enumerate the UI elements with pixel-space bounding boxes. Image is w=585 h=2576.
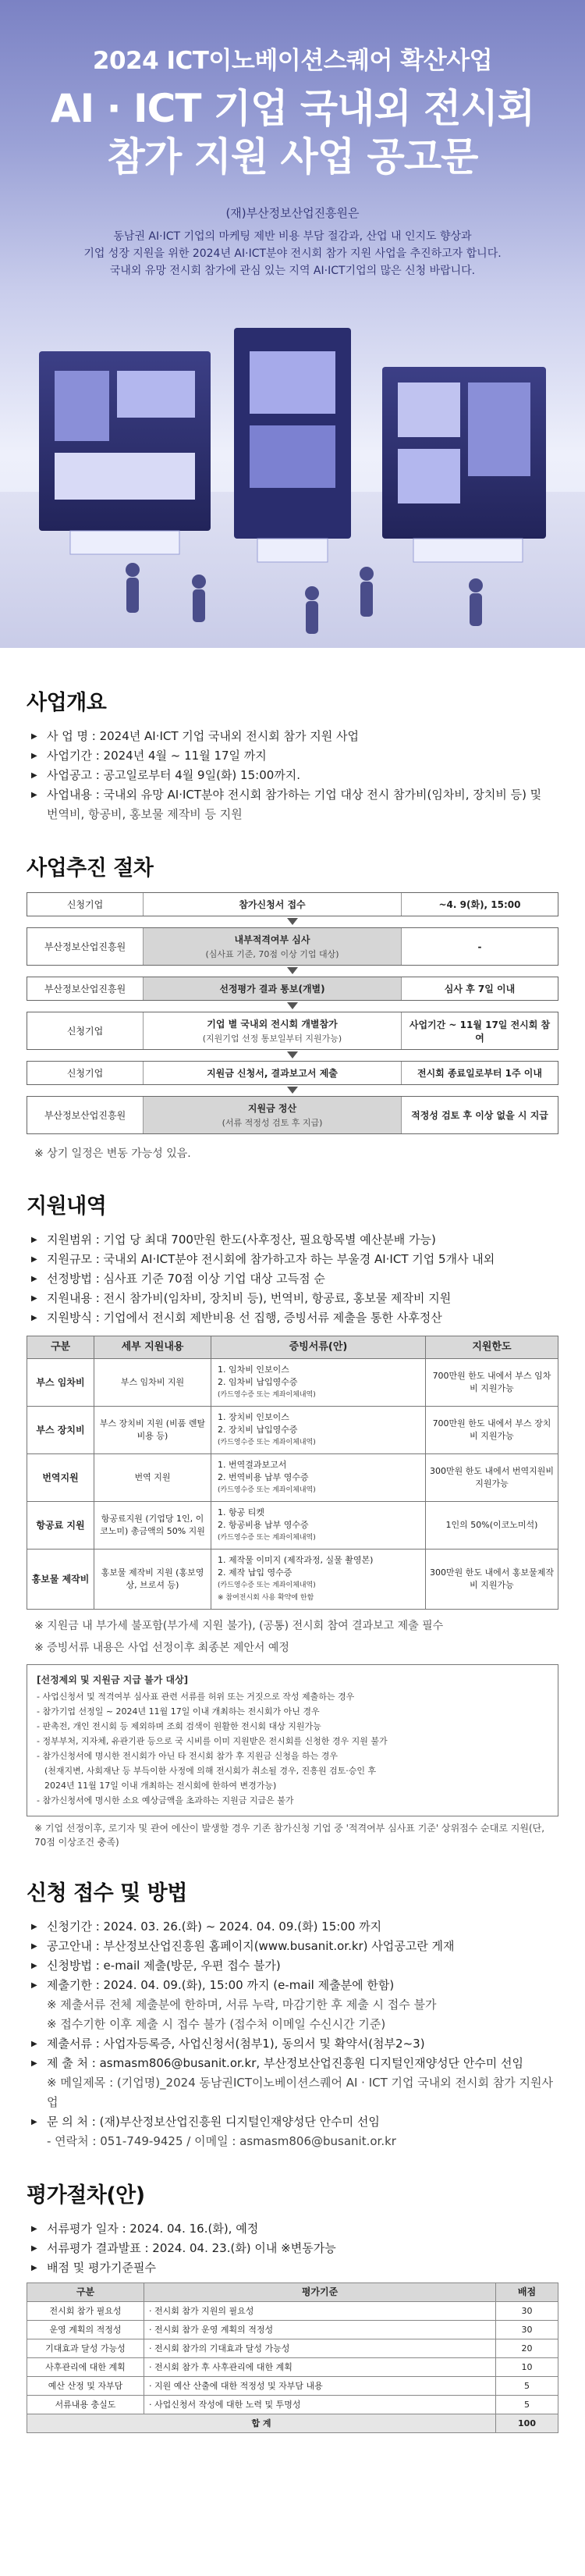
process-title: 사업추진 절차 — [27, 856, 154, 881]
step-actor: 부산정보산업진흥원 — [44, 984, 126, 994]
table-cell: 30 — [496, 2321, 558, 2339]
table-cell: · 전시회 참가 지원의 필요성 — [144, 2302, 496, 2321]
list-item: ▶ 제 출 처 : asmasm806@busanit.or.kr, 부산정보산업진흥원 디지털인재양성단 안수미 선임 — [31, 2054, 558, 2073]
step-deadline: 심사 후 7일 이내 — [444, 984, 516, 994]
table-cell: 홍보물 제작비 — [27, 1550, 94, 1610]
table-header: 지원한도 — [426, 1336, 558, 1359]
list-item: ▶ 신청기간 : 2024. 03. 26.(화) ~ 2024. 04. 09.(화) 15:00 까지 — [31, 1917, 558, 1937]
overview-list — [31, 727, 558, 824]
step-task-label: 선정평가 결과 통보(개별) — [219, 984, 325, 994]
support-table — [27, 1336, 558, 1610]
step-actor: 신청기업 — [66, 1068, 104, 1079]
doc-line: (카드영수증 또는 계좌이체내역) — [218, 1582, 316, 1589]
table-cell: 부스 장치비 지원 (비품 렌탈 비용 등) — [94, 1407, 211, 1454]
list-item: ▶ 사 업 명 : 2024년 AI·ICT 기업 국내외 전시회 참가 지원 사업 — [31, 727, 558, 746]
doc-line: 2. 임차비 납입영수증 — [218, 1377, 298, 1387]
table-cell: 예산 산정 및 자부담 — [27, 2377, 144, 2396]
doc-line: (카드영수증 또는 계좌이체내역) — [218, 1486, 316, 1494]
table-cell: 서류내용 충실도 — [27, 2396, 144, 2414]
table-cell: 운영 계획의 적정성 — [27, 2321, 144, 2339]
table-header-row — [27, 1336, 558, 1359]
list-item: ▶ 문 의 처 : (재)부산정보산업진흥원 디지털인재양성단 안수미 선임 — [31, 2112, 558, 2132]
exclusion-line: - 정부부처, 지자체, 유관기관 등으로 국 시비를 이미 지원받은 전시회를 신청한 경우 지원 불가 — [37, 1736, 388, 1746]
hero-intro-line: 동남권 AI·ICT 기업의 마케팅 제반 비용 부담 절감과, 산업 내 인지도 향상과 — [113, 230, 472, 243]
table-cell: 부스 임차비 — [27, 1359, 94, 1407]
step-actor: 신청기업 — [66, 1026, 104, 1037]
table-row — [27, 1502, 558, 1550]
list-item: ▶ 서류평가 결과발표 : 2024. 04. 23.(화) 이내 ※변동가능 — [31, 2239, 558, 2258]
support-list — [31, 1230, 558, 1328]
evaluation-title: 평가절차(안) — [27, 2183, 145, 2208]
list-item: ▶ 신청방법 : e-mail 제출(방문, 우편 접수 불가) — [31, 1956, 558, 1976]
process-step — [27, 1061, 558, 1085]
table-header: 평가기준 — [144, 2283, 496, 2302]
list-item: ▶ 지원내용 : 전시 참가비(임차비, 장치비 등), 번역비, 항공료, 홍보물 제작비 지원 — [31, 1289, 558, 1308]
table-cell: 번역지원 — [27, 1454, 94, 1502]
step-actor: 신청기업 — [66, 899, 104, 910]
step-task-note: (심사표 기준, 70점 이상 기업 대상) — [205, 949, 339, 959]
exclusion-box — [27, 1664, 558, 1816]
exhibition-hall-illustration — [0, 297, 585, 648]
table-cell: 5 — [496, 2377, 558, 2396]
step-task — [143, 1012, 402, 1049]
exclusion-line: - 판촉전, 개인 전시회 등 제외하며 조회 검색이 원활한 전시회 대상 지원가능 — [37, 1721, 321, 1731]
table-cell: 기대효과 달성 가능성 — [27, 2339, 144, 2358]
step-task — [143, 1097, 402, 1133]
step-deadline: - — [477, 941, 482, 952]
support-title: 지원내역 — [27, 1194, 107, 1219]
table-header-row — [27, 2283, 558, 2302]
exclusion-line: - 참가신청서에 명시한 소요 예상금액을 초과하는 지원금 지급은 불가 — [37, 1795, 294, 1806]
list-item: ▶ 제출기한 : 2024. 04. 09.(화), 15:00 까지 (e-mail 제출분에 한함) — [31, 1976, 558, 1995]
list-item: ※ 제출서류 전체 제출분에 한하며, 서류 누락, 마감기한 후 제출 시 접수 불가 — [47, 1998, 437, 2012]
table-total-value: 100 — [496, 2414, 558, 2433]
list-item: ▶ 배점 및 평가기준필수 — [31, 2258, 558, 2278]
list-item: ▶ 지원방식 : 기업에서 전시회 제반비용 선 집행, 증빙서류 제출을 통한 사후정산 — [31, 1308, 558, 1328]
hero-intro — [47, 228, 538, 279]
table-cell: 사후관리에 대한 계획 — [27, 2358, 144, 2377]
table-cell: · 전시회 참가의 기대효과 달성 가능성 — [144, 2339, 496, 2358]
table-cell — [211, 1454, 426, 1502]
table-cell: · 전시회 참가 운영 계획의 적정성 — [144, 2321, 496, 2339]
list-item: ▶ 선정방법 : 심사표 기준 70점 이상 기업 대상 고득점 순 — [31, 1269, 558, 1289]
list-item: 번역비, 항공비, 홍보물 제작비 등 지원 — [47, 807, 243, 821]
list-item: ▶ 공고안내 : 부산정보산업진흥원 홈페이지(www.busanit.or.kr) 사업공고란 게재 — [31, 1937, 558, 1956]
table-cell: 5 — [496, 2396, 558, 2414]
doc-line: (카드영수증 또는 계좌이체내역) — [218, 1391, 316, 1399]
table-header: 구분 — [27, 1336, 94, 1359]
process-step — [27, 927, 558, 966]
list-item: ▶ 지원규모 : 국내외 AI·ICT분야 전시회에 참가하고자 하는 부울경 AI·ICT 기업 5개사 내외 — [31, 1250, 558, 1269]
exclusion-line: - 참가신청서에 명시한 전시회가 아닌 타 전시회 참가 후 지원금 신청을 하는 경우 — [37, 1751, 338, 1761]
exclusion-line: (천재지변, 사회재난 등 부득이한 사정에 의해 전시회가 취소될 경우, 진흥원 검토·승인 후 — [44, 1766, 377, 1776]
doc-line: (카드영수증 또는 계좌이체내역) — [218, 1439, 316, 1446]
doc-line: 2. 제작 납입 영수증 — [218, 1567, 292, 1578]
list-item: ※ 접수기한 이후 제출 시 접수 불가 (접수처 이메일 수신시간 기준) — [47, 2017, 386, 2031]
table-cell: 부스 임차비 지원 — [94, 1359, 211, 1407]
hero-title-line1: AI · ICT 기업 국내외 전시회 — [50, 86, 535, 131]
step-deadline: ~4. 9(화), 15:00 — [438, 899, 521, 910]
table-cell: 부스 장치비 — [27, 1407, 94, 1454]
table-row — [27, 1550, 558, 1610]
doc-line: 1. 항공 티켓 — [218, 1507, 264, 1517]
hero-intro-line: 기업 성장 지원을 위한 2024년 AI·ICT분야 전시회 참가 지원 사업을 추진하고자 합니다. — [83, 247, 502, 260]
table-cell: 전시회 참가 필요성 — [27, 2302, 144, 2321]
step-task — [143, 977, 402, 1000]
process-note: ※ 상기 일정은 변동 가능성 있음. — [34, 1147, 191, 1160]
table-row — [27, 1359, 558, 1407]
doc-line: 2. 번역비용 납부 영수증 — [218, 1472, 309, 1482]
table-row — [27, 1407, 558, 1454]
announcement-body — [0, 648, 585, 2464]
table-header: 증빙서류(안) — [211, 1336, 426, 1359]
table-cell: · 지원 예산 산출에 대한 적정성 및 자부담 내용 — [144, 2377, 496, 2396]
table-cell — [211, 1359, 426, 1407]
table-cell: 300만원 한도 내에서 홍보물제작비 지원가능 — [426, 1550, 558, 1610]
process-flow — [27, 892, 558, 1134]
exclusion-line: - 사업신청서 및 적격여부 심사표 관련 서류를 허위 또는 거짓으로 작성 제출하는 경우 — [37, 1692, 355, 1702]
table-cell — [211, 1407, 426, 1454]
overview-title: 사업개요 — [27, 691, 107, 715]
table-row — [27, 2396, 558, 2414]
step-actor: 부산정보산업진흥원 — [44, 1110, 126, 1121]
table-cell: 10 — [496, 2358, 558, 2377]
table-cell: 항공료 지원 — [27, 1502, 94, 1550]
doc-line: 1. 임차비 인보이스 — [218, 1364, 289, 1375]
table-row — [27, 2377, 558, 2396]
step-deadline: 전시회 종료일로부터 1주 이내 — [417, 1068, 542, 1079]
process-step — [27, 892, 558, 916]
table-cell: 300만원 한도 내에서 번역지원비 지원가능 — [426, 1454, 558, 1502]
table-cell: · 사업신청서 작성에 대한 노력 및 투명성 — [144, 2396, 496, 2414]
table-header: 배점 — [496, 2283, 558, 2302]
doc-line: 1. 제작물 이미지 (제작과정, 실물 촬영본) — [218, 1555, 374, 1565]
process-step — [27, 1096, 558, 1134]
step-deadline: 적정성 검토 후 이상 없을 시 지급 — [411, 1110, 548, 1121]
table-total-label: 합 계 — [27, 2414, 496, 2433]
step-task — [143, 1062, 402, 1084]
exclusion-heading: [선정제외 및 지원금 지급 불가 대상] — [37, 1674, 189, 1685]
list-item: ▶ 제출서류 : 사업자등록증, 사업신청서(첨부1), 동의서 및 확약서(첨부2~3) — [31, 2034, 558, 2054]
step-deadline: 사업기간 ~ 11월 17일 전시회 참여 — [409, 1019, 551, 1044]
step-task-label: 내부적격여부 심사 — [234, 934, 310, 945]
step-task-note: (서류 적정성 검토 후 지급) — [222, 1118, 323, 1128]
evaluation-table — [27, 2282, 558, 2433]
list-item: ▶ 지원범위 : 기업 당 최대 700만원 한도(사후정산, 필요항목별 예산분배 가능) — [31, 1230, 558, 1250]
table-row — [27, 1454, 558, 1502]
table-row — [27, 2339, 558, 2358]
doc-line: 2. 항공비용 납부 영수증 — [218, 1520, 309, 1530]
step-task-label: 지원금 신청서, 결과보고서 제출 — [207, 1068, 338, 1079]
table-cell: 30 — [496, 2302, 558, 2321]
hero-subtitle: 2024 ICT이노베이션스퀘어 확산사업 — [92, 47, 493, 75]
doc-line: 2. 장치비 납입영수증 — [218, 1425, 298, 1435]
list-item: - 연락처 : 051-749-9425 / 이메일 : asmasm806@busanit.or.kr — [47, 2134, 396, 2148]
doc-line: 1. 장치비 인보이스 — [218, 1412, 289, 1422]
process-step — [27, 1012, 558, 1050]
step-task — [143, 893, 402, 916]
table-cell — [211, 1550, 426, 1610]
table-header: 구분 — [27, 2283, 144, 2302]
step-task-label: 지원금 정산 — [247, 1103, 297, 1114]
step-task-label: 기업 별 국내외 전시회 개별참가 — [207, 1019, 338, 1030]
support-note: ※ 증빙서류 내용은 사업 선정이후 최종본 제안서 예정 — [34, 1642, 289, 1654]
table-row — [27, 2321, 558, 2339]
exclusion-line: 2024년 11월 17일 이내 개최하는 전시회에 한하여 변경가능) — [44, 1781, 277, 1791]
process-step — [27, 977, 558, 1001]
list-item: ▶ 사업공고 : 공고일로부터 4월 9일(화) 15:00까지. — [31, 766, 558, 785]
step-task-label: 참가신청서 접수 — [239, 899, 306, 910]
table-cell: 20 — [496, 2339, 558, 2358]
doc-line: (카드영수증 또는 계좌이체내역) — [218, 1534, 316, 1542]
support-note: ※ 지원금 내 부가세 불포함(부가세 지원 불가), (공통) 전시회 참여 결과보고 제출 필수 — [34, 1620, 444, 1632]
list-item: ▶ 사업기간 : 2024년 4월 ~ 11월 17일 까지 — [31, 746, 558, 766]
table-header: 세부 지원내용 — [94, 1336, 211, 1359]
step-task — [143, 928, 402, 965]
apply-title: 신청 접수 및 방법 — [27, 1881, 187, 1905]
table-row — [27, 2358, 558, 2377]
table-cell — [211, 1502, 426, 1550]
apply-list — [31, 1917, 558, 2151]
hero-org: (재)부산정보산업진흥원은 — [225, 206, 360, 220]
list-item: ※ 메일제목 : (기업명)_2024 동남권ICT이노베이션스퀘어 AI · ICT 기업 국내외 전시회 참가 지원사업 — [47, 2076, 553, 2109]
doc-line: 1. 번역결과보고서 — [218, 1460, 287, 1470]
table-total-row — [27, 2414, 558, 2433]
table-cell: 번역 지원 — [94, 1454, 211, 1502]
table-cell: · 전시회 참가 후 사후관리에 대한 계획 — [144, 2358, 496, 2377]
hero-title — [0, 84, 585, 181]
table-row — [27, 2302, 558, 2321]
hero-banner — [0, 0, 585, 648]
exclusion-line: - 참가기업 선정일 ~ 2024년 11월 17일 이내 개최하는 전시회가 아닌 경우 — [37, 1706, 320, 1717]
table-cell: 700만원 한도 내에서 부스 임차비 지원가능 — [426, 1359, 558, 1407]
step-task-note: (지원기업 선정 통보일부터 지원가능) — [202, 1034, 342, 1044]
hero-title-line2: 참가 지원 사업 공고문 — [107, 134, 478, 180]
table-cell: 1인의 50%(이코노미석) — [426, 1502, 558, 1550]
table-cell: 항공료지원 (기업당 1인, 이코노미) 총금액의 50% 지원 — [94, 1502, 211, 1550]
doc-line: ※ 참여전시회 사용 확약에 한함 — [218, 1594, 314, 1602]
table-cell: 홍보물 제작비 지원 (홍보영상, 브로셔 등) — [94, 1550, 211, 1610]
list-item: ▶ 서류평가 일자 : 2024. 04. 16.(화), 예정 — [31, 2219, 558, 2239]
selection-note: ※ 기업 선정이후, 로기자 및 관여 에산이 발생할 경우 기존 참가신청 기업 중 '적격여부 심사표 기준' 상위점수 순대로 지원(단, 70점 이상조건 충족) — [34, 1823, 545, 1848]
step-actor: 부산정보산업진흥원 — [44, 941, 126, 952]
list-item: ▶ 사업내용 : 국내외 유망 AI·ICT분야 전시회 참가하는 기업 대상 전시 참가비(임차비, 장치비 등) 및 — [31, 785, 558, 805]
evaluation-list — [31, 2219, 558, 2278]
hero-intro-line: 국내외 유망 전시회 참가에 관심 있는 지역 AI·ICT기업의 많은 신청 바랍니다. — [109, 265, 476, 277]
table-cell: 700만원 한도 내에서 부스 장치비 지원가능 — [426, 1407, 558, 1454]
